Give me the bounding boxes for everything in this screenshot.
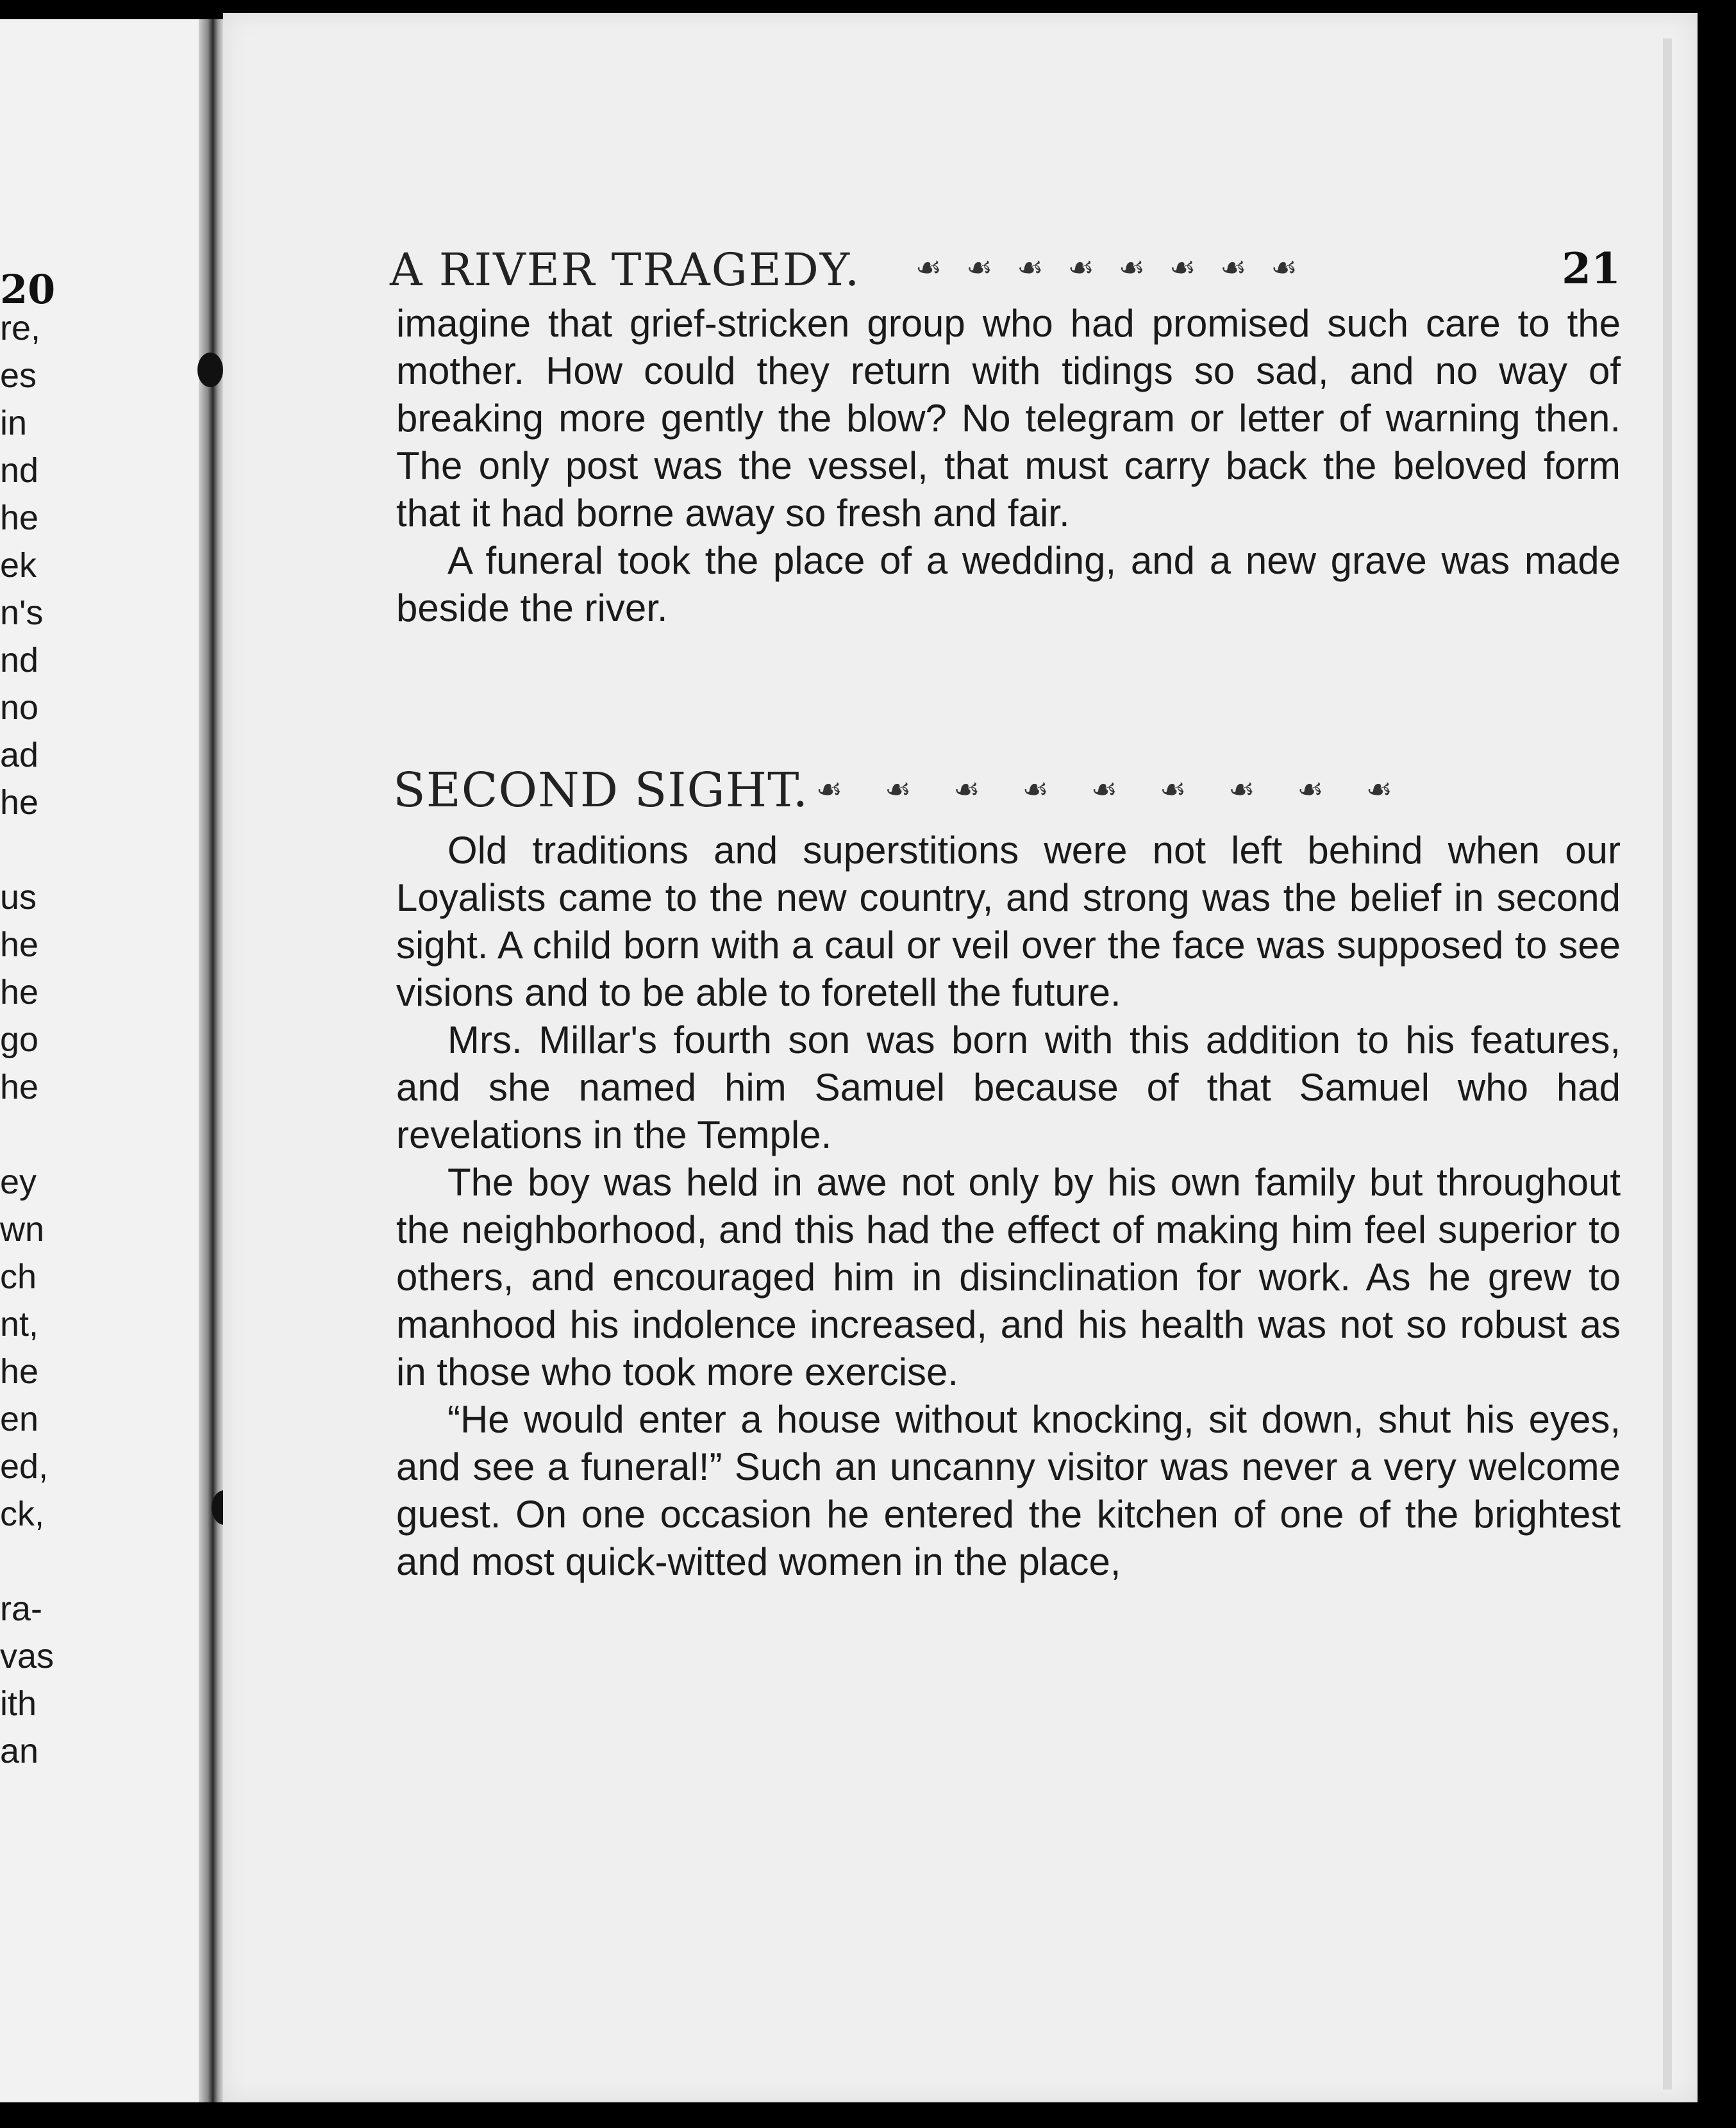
previous-page-fragment: he (0, 973, 39, 1011)
previous-page-fragment: nd (0, 451, 39, 490)
scan-bottom-edge (0, 2102, 1736, 2128)
previous-page-fragment: in (0, 404, 28, 442)
paragraph: imagine that grief-stricken group who had promised such care to the mother. How could they return with tidings so sad, and no way of breaking more gently the blow? No telegram or letter of warning then. The only post was the vessel, that must carry back the beloved form that it had borne away so fresh and fair. (396, 302, 1621, 535)
previous-page-fragment: ch (0, 1258, 37, 1296)
previous-page-fragment: re, (0, 309, 41, 347)
previous-page-number: 20 (0, 266, 56, 313)
previous-page-fragment: ra- (0, 1590, 42, 1628)
running-head (390, 244, 1621, 301)
binding-gutter (199, 19, 224, 2102)
previous-page-fragment: ad (0, 736, 39, 774)
second-sight-text (396, 827, 1621, 1586)
previous-page-fragment: ey (0, 1163, 37, 1201)
running-head-title: A RIVER TRAGEDY. (390, 244, 861, 296)
previous-page-fragment: wn (0, 1210, 45, 1249)
previous-page-fragment: ed, (0, 1447, 49, 1486)
previous-page-fragment: he (0, 1352, 39, 1391)
book-page (223, 13, 1698, 2102)
previous-page-fragment: ck, (0, 1495, 45, 1533)
previous-page-fragment: he (0, 783, 39, 822)
paragraph: The boy was held in awe not only by his own family but throughout the neighborhood, and this had the effect of making him feel superior to others, and encouraged him in disinclination for work. As he grew to manhood his indolence increased, and his health was not so robust as in those who took more exercise. (396, 1161, 1621, 1393)
binding-stitch-top (197, 353, 223, 387)
previous-page-fragment: ith (0, 1684, 37, 1723)
paragraph: “He would enter a house without knocking, sit down, shut his eyes, and see a funeral!” Such an uncanny visitor was never a very welcome guest. On one occasion he entered the kitchen of one of the brightest and most quick-witted women in the place, (396, 1398, 1621, 1583)
previous-page-fragment: go (0, 1020, 39, 1059)
previous-page-fragment: no (0, 688, 39, 727)
previous-page-fragment: en (0, 1400, 39, 1438)
running-head-ornaments: ☙☙☙☙☙☙☙☙ (915, 251, 1322, 284)
paragraph: Old traditions and superstitions were not left behind when our Loyalists came to the new country, and strong was the belief in second sight. A child born with a caul or veil over the face was supposed to see visions and to be able to foretell the future. (396, 829, 1621, 1014)
paragraph: Mrs. Millar's fourth son was born with this addition to his features, and she named him Samuel because of that Samuel who had revelations in the Temple. (396, 1018, 1621, 1156)
previous-page-fragment: he (0, 926, 39, 964)
previous-page-fragment: es (0, 356, 37, 395)
section-heading (393, 763, 1624, 827)
page-edge (1663, 38, 1672, 2090)
previous-page-fragment: n's (0, 594, 44, 632)
section-title: SECOND SIGHT. (393, 763, 809, 818)
page-number: 21 (1562, 244, 1621, 294)
previous-page-fragment: nd (0, 641, 39, 679)
previous-page-fragment: an (0, 1732, 39, 1770)
previous-page-fragment: nt, (0, 1305, 39, 1343)
river-tragedy-text (396, 300, 1621, 632)
section-ornaments: ☙☙☙☙☙☙☙☙☙ (816, 772, 1435, 806)
previous-page-fragment: ek (0, 546, 37, 585)
paragraph: A funeral took the place of a wedding, and a new grave was made beside the river. (396, 539, 1621, 629)
previous-page-fragment: he (0, 1068, 39, 1106)
previous-page (0, 19, 205, 2102)
previous-page-fragment: vas (0, 1637, 54, 1675)
previous-page-fragment: he (0, 499, 39, 537)
previous-page-fragment: us (0, 878, 37, 917)
